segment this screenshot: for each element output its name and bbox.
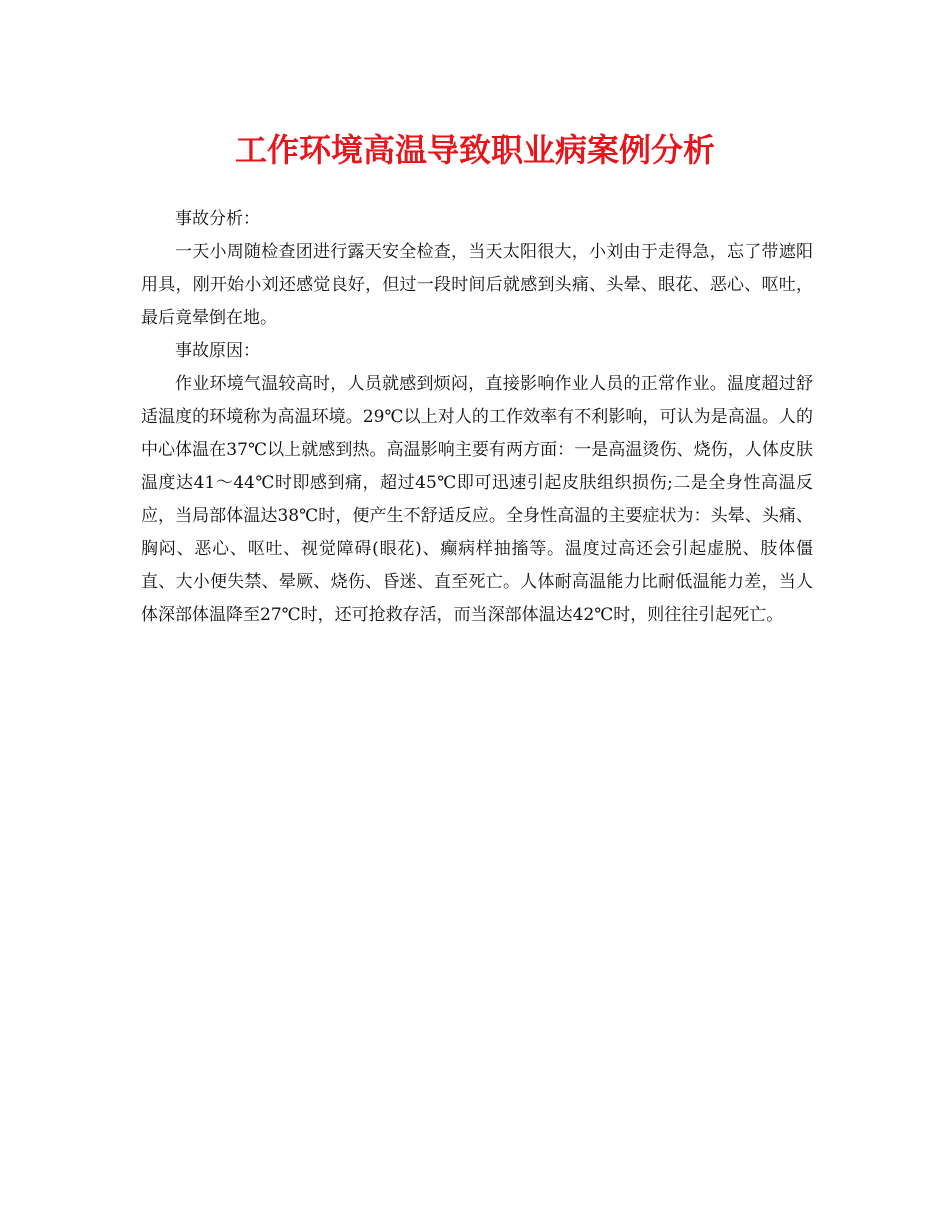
document-title: 工作环境高温导致职业病案例分析 xyxy=(234,131,715,169)
section-heading-accident-analysis: 事故分析： xyxy=(175,209,260,229)
document-body xyxy=(141,203,813,632)
paragraph-cause-explanation: 作业环境气温较高时，人员就感到烦闷，直接影响作业人员的正常作业。温度超过舒适温度的环境称为高温环境。29℃以上对人的工作效率有不利影响，可认为是高温。人的中心体温在37℃以上就感到热。高温影响主要有两方面：一是高温烫伤、烧伤，人体皮肤温度达41～44℃时即感到痛，超过45℃即可迅速引起皮肤组织损伤;二是全身性高温反应，当局部体温达38℃时，便产生不舒适反应。全身性高温的主要症状为：头晕、头痛、胸闷、恶心、呕吐、视觉障碍(眼花)、癫病样抽搐等。温度过高还会引起虚脱、肢体僵直、大小便失禁、晕厥、烧伤、昏迷、直至死亡。人体耐高温能力比耐低温能力差，当人体深部体温降至27℃时，还可抢救存活，而当深部体温达42℃时，则往往引起死亡。 xyxy=(141,374,813,625)
section-heading-accident-cause: 事故原因： xyxy=(175,341,260,361)
paragraph-accident-description: 一天小周随检查团进行露天安全检查，当天太阳很大，小刘由于走得急，忘了带遮阳用具，刚开始小刘还感觉良好，但过一段时间后就感到头痛、头晕、眼花、恶心、呕吐，最后竟晕倒在地。 xyxy=(141,242,813,328)
